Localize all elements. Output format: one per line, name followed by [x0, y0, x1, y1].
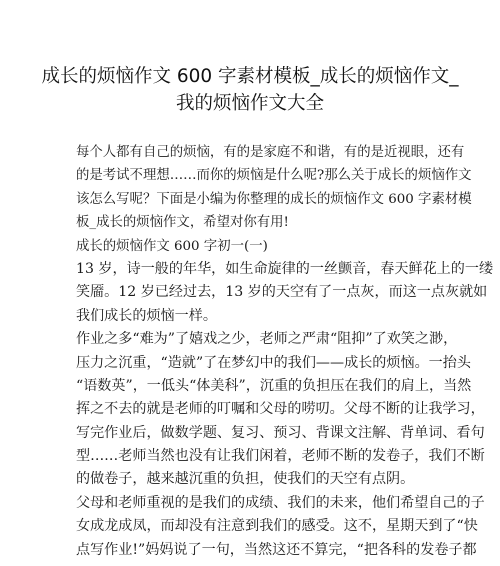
body-line: 笑靥。12 岁已经过去，13 岁的天空有了一点灰，而这一点灰就如 [76, 284, 488, 301]
body-line: 压力之沉重，“造就”了在梦幻中的我们——成长的烦恼。一抬头 [76, 354, 471, 371]
body-line: 的是考试不理想……而你的烦恼是什么呢?那么关于成长的烦恼作文 [76, 168, 472, 184]
body-line: 每个人都有自己的烦恼，有的是家庭不和谐，有的是近视眼，还有 [76, 145, 465, 160]
body-line: “语数英”，一低头“体美科”，沉重的负担压在我们的肩上，当然 [76, 377, 472, 394]
body-line: 板_成长的烦恼作文，希望对你有用! [76, 215, 289, 231]
title-line-1: 成长的烦恼作文 600 字素材模板_成长的烦恼作文_ [41, 66, 459, 87]
body-line: 父母和老师重视的是我们的成绩、我们的未来，他们希望自己的子 [76, 494, 485, 511]
body-line: 挥之不去的就是老师的叮嘱和父母的唠叨。父母不断的让我学习， [76, 401, 485, 418]
article-body [76, 141, 494, 562]
body-line: 的做卷子，越来越沉重的负担，使我们的天空有点阴。 [76, 471, 415, 488]
body-line: 我们成长的烦恼一样。 [76, 307, 217, 324]
section-heading: 成长的烦恼作文 600 字初一(一) [76, 238, 268, 254]
body-line: 女成龙成凤，而却没有注意到我们的感受。这不，星期天到了“快 [76, 518, 478, 535]
body-line: 该怎么写呢？下面是小编为你整理的成长的烦恼作文 600 字素材模 [76, 191, 472, 207]
body-line: 作业之多“难为”了嬉戏之少，老师之严肃“阻抑”了欢笑之渺， [76, 331, 458, 348]
document-title [40, 63, 460, 117]
body-line: 写完作业后，做数学题、复习、预习、背课文注解、背单词、看句 [76, 424, 485, 441]
body-line: 点写作业!”妈妈说了一句，当然这还不算完，“把各科的发卷子都 [76, 541, 477, 558]
title-line-2: 我的烦恼作文大全 [175, 93, 324, 114]
body-line: 型……老师当然也没有让我们闲着，老师不断的发卷子，我们不断 [76, 448, 485, 465]
body-line: 13 岁，诗一般的年华，如生命旋律的一丝颤音，春天鲜花上的一缕 [76, 260, 494, 277]
